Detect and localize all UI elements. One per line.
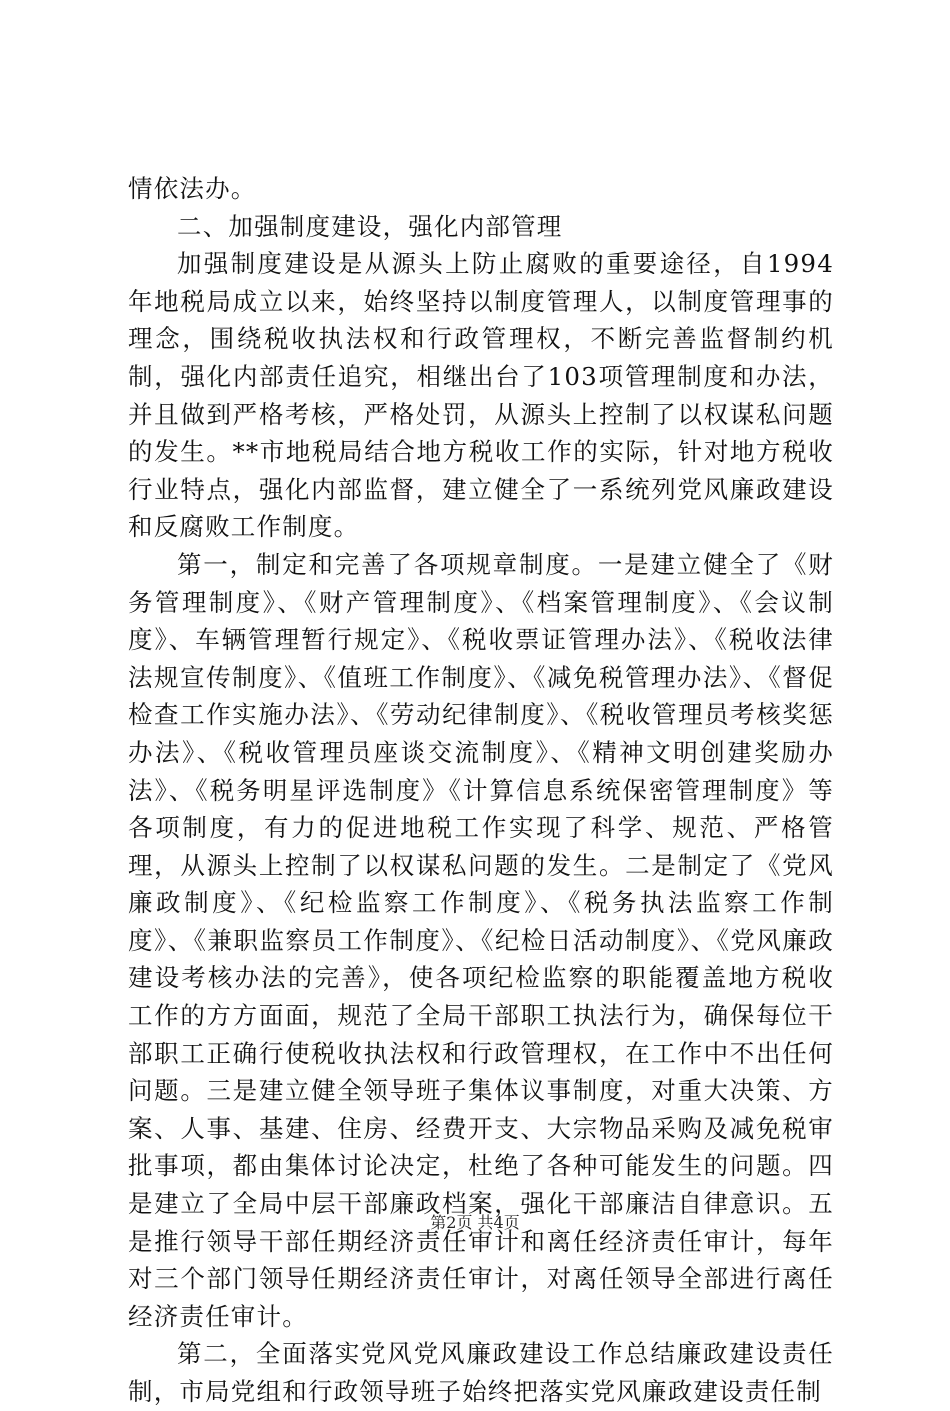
paragraph-first-point: 第一，制定和完善了各项规章制度。一是建立健全了《财务管理制度》、《财产管理制度》、《档案管理制度》、《会议制度》、车辆管理暂行规定》、《税收票证管理办法》、《税收法律法规宣传制度》、《值班工作制度》、《减免税管理办法》、《督促检查工作实施办法》、《劳动纪律制度》、《税收管理员考核奖惩办法》、《税收管理员座谈交流制度》、《精神文明创建奖励办法》、《税务明星评选制度》《计算信息系统保密管理制度》等各项制度，有力的促进地税工作实现了科学、规范、严格管理，从源头上控制了以权谋私问题的发生。二是制定了《党风廉政制度》、《纪检监察工作制度》、《税务执法监察工作制度》、《兼职监察员工作制度》、《纪检日活动制度》、《党风廉政建设考核办法的完善》，使各项纪检监察的职能覆盖地方税收工作的方方面面，规范了全局干部职工执法行为，确保每位干部职工正确行使税收执法权和行政管理权，在工作中不出任何问题。三是建立健全领导班子集体议事制度，对重大决策、方案、人事、基建、住房、经费开支、大宗物品采购及减免税审批事项，都由集体讨论决定，杜绝了各种可能发生的问题。四是建立了全局中层干部廉政档案，强化干部廉洁自律意识。五是推行领导干部任期经济责任审计和离任经济责任审计，每年对三个部门领导任期经济责任审计，对离任领导全部进行离任经济责任审计。 bbox=[128, 549, 834, 1331]
section-heading: 二、加强制度建设，强化内部管理 bbox=[177, 211, 563, 241]
page-footer bbox=[0, 1212, 950, 1234]
paragraph-continuation: 情依法办。 bbox=[128, 174, 257, 203]
page-number-label: 第2页 共4页 bbox=[430, 1213, 520, 1232]
paragraph-system-building: 加强制度建设是从源头上防止腐败的重要途径，自1994年地税局成立以来，始终坚持以制度管理人，以制度管理事的理念，围绕税收执法权和行政管理权，不断完善监督制约机制，强化内部责任追究，相继出台了103项管理制度和办法，并且做到严格考核，严格处罚，从源头上控制了以权谋私问题的发生。**市地税局结合地方税收工作的实际，针对地方税收行业特点，强化内部监督，建立健全了一系统列党风廉政建设和反腐败工作制度。 bbox=[128, 249, 834, 542]
paragraph-second-point: 第二，全面落实党风党风廉政建设工作总结廉政建设责任制，市局党组和行政领导班子始终把落实党风廉政建设责任制 bbox=[128, 1339, 834, 1406]
